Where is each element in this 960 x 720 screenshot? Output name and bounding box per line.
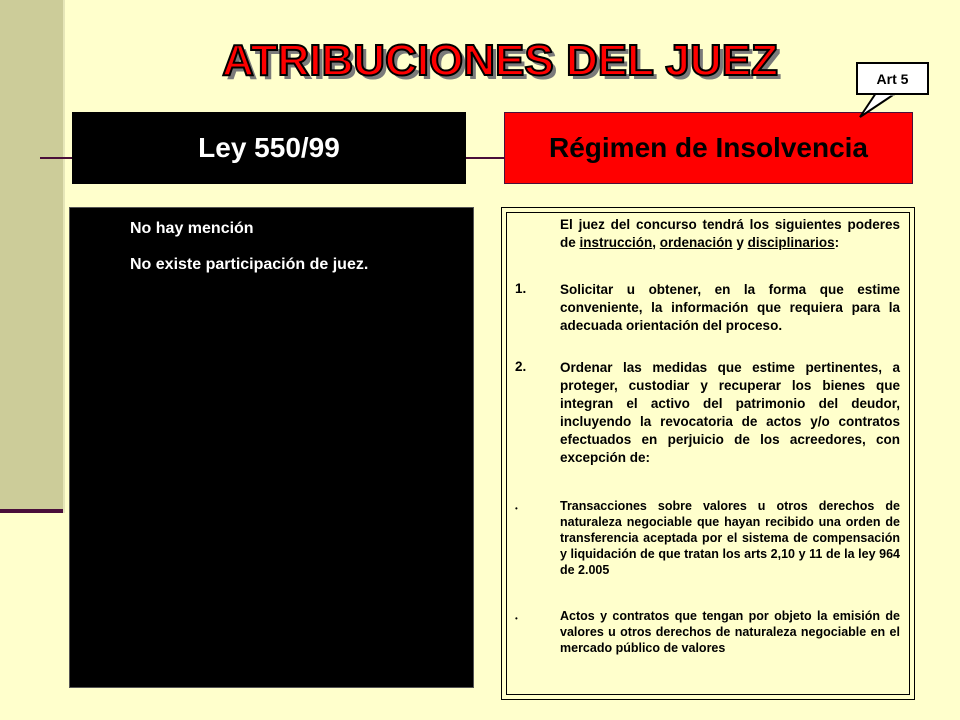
left-item-2: No existe participación de juez. <box>130 256 369 273</box>
right-content-panel <box>501 207 915 700</box>
intro-term-ordenacion: ordenación <box>659 235 733 250</box>
numbered-item-2-text: Ordenar las medidas que estime pertinentes, a proteger, custodiar y recuperar los bienes que integran el activo del patrimonio del deudor, incluyendo la revocatoria de actos y/o contratos efectuados en perjuicio de los acreedores, con excepción de: <box>560 360 900 465</box>
article-callout-label: Art 5 <box>876 70 909 87</box>
intro-text: El juez del concurso tendrá los siguientes poderes de <box>560 217 900 250</box>
intro-separator-2: y <box>732 235 748 250</box>
bullet-2-text: Actos y contratos que tengan por objeto la emisión de valores u otros derechos de naturaleza negociable en el mercado público de valores <box>560 609 900 655</box>
article-callout <box>856 62 929 95</box>
left-content-panel <box>69 207 474 688</box>
intro-separator-1: , <box>652 235 660 250</box>
numbered-item-2-number: 2. <box>515 359 527 374</box>
bullet-2-symbol: • <box>515 614 518 623</box>
intro-term-instruccion: instrucción <box>579 235 653 250</box>
slide-title: ATRIBUCIONES DEL JUEZ <box>222 36 778 85</box>
header-regimen-insolvencia <box>504 112 913 184</box>
bullet-1-symbol: • <box>515 504 518 513</box>
numbered-item-1-number: 1. <box>515 281 527 296</box>
left-item-1: No hay mención <box>130 220 254 237</box>
right-intro-paragraph <box>560 216 900 252</box>
intro-term-disciplinarios: disciplinarios <box>747 235 835 250</box>
numbered-item-1-text: Solicitar u obtener, en la forma que estime conveniente, la información que requiera para la adecuada orientación del proceso. <box>560 282 900 333</box>
intro-colon: : <box>834 235 840 250</box>
header-regimen-insolvencia-label: Régimen de Insolvencia <box>549 132 868 163</box>
header-ley-550-label: Ley 550/99 <box>198 132 340 163</box>
middle-connector-line <box>466 157 504 159</box>
header-ley-550 <box>72 112 466 184</box>
bullet-1-text: Transacciones sobre valores u otros derechos de naturaleza negociable que hayan recibido una orden de transferencia aceptada por el sistema de compensación y liquidación de que tratan los arts 2,10 y 11 de la ley 964 de 2.005 <box>560 499 900 577</box>
side-decoration-line <box>0 509 63 513</box>
left-connector-line <box>40 157 72 159</box>
